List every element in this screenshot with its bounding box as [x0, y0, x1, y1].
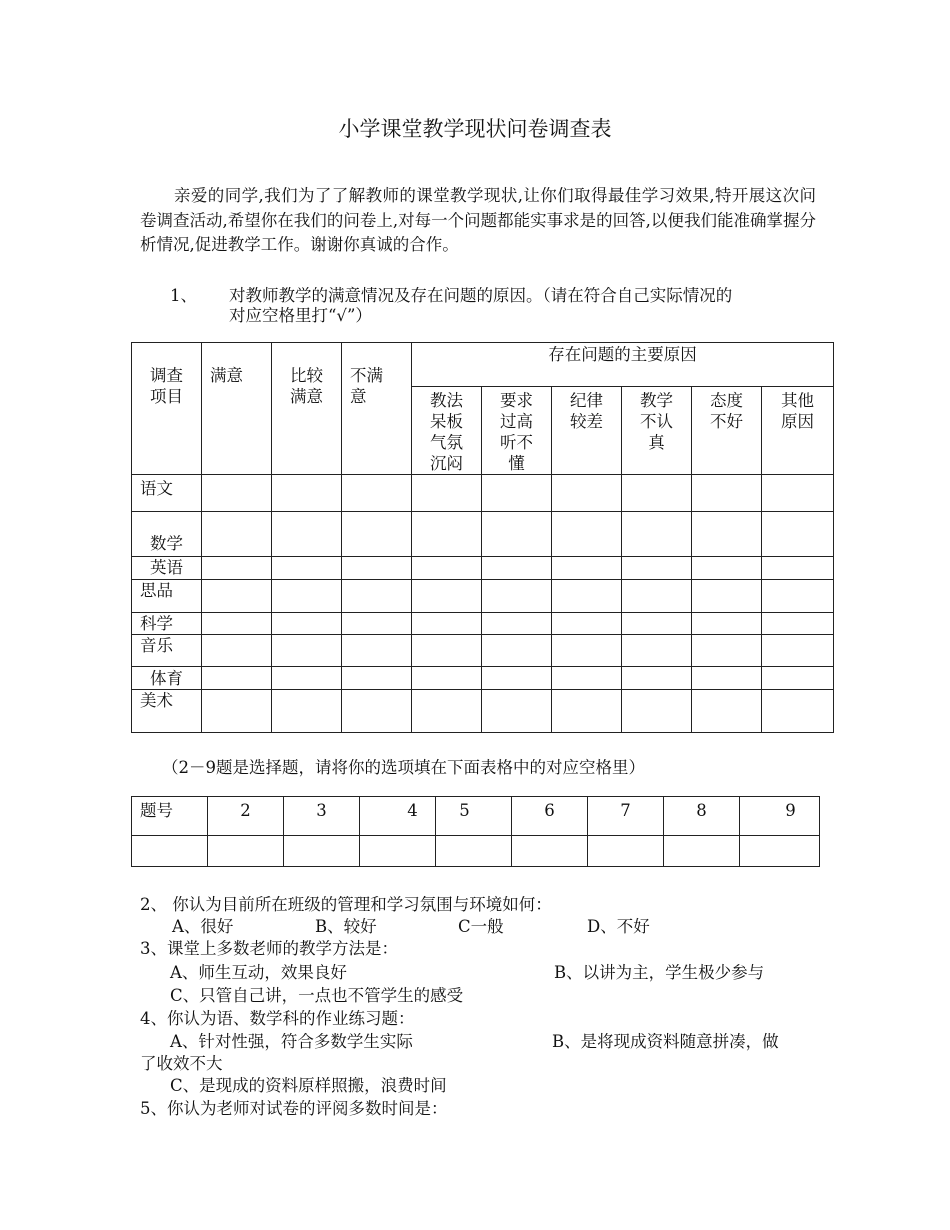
- header-reasons: 存在问题的主要原因: [412, 343, 834, 387]
- q4-option-b: B、是将现成资料随意拼凑，做: [552, 1032, 779, 1051]
- page-title: 小学课堂教学现状问卷调查表: [338, 117, 612, 141]
- answer-cell[interactable]: [588, 836, 664, 867]
- table-row: [132, 557, 834, 580]
- reason-discipline: 纪律较差: [552, 387, 622, 475]
- answer-cell[interactable]: [740, 836, 820, 867]
- subject-label: 美术: [132, 690, 202, 733]
- reason-attitude: 态度不好: [692, 387, 762, 475]
- question-number: 2: [208, 797, 284, 836]
- table-row: [132, 690, 834, 733]
- table-row: [132, 475, 834, 512]
- question-number: 7: [588, 797, 664, 836]
- answer-cell[interactable]: [512, 836, 588, 867]
- subject-label: 英语: [132, 557, 202, 580]
- header-item: 调查项目: [132, 343, 202, 475]
- answer-cell[interactable]: [664, 836, 740, 867]
- q2-option-c: C一般: [458, 917, 504, 936]
- header-unsatisfied: 不满意: [342, 343, 412, 475]
- table-row: [132, 667, 834, 690]
- q5-stem: 5、你认为老师对试卷的评阅多数时间是：: [140, 1099, 448, 1118]
- q1-line2: 对应空格里打“√”）: [229, 306, 372, 325]
- table-row: [132, 635, 834, 667]
- header-satisfied: 满意: [202, 343, 272, 475]
- subject-label: 音乐: [132, 635, 202, 667]
- table-row: [132, 512, 834, 557]
- reason-not-serious: 教学不认真: [622, 387, 692, 475]
- q3-option-c: C、只管自己讲，一点也不管学生的感受: [170, 986, 464, 1005]
- answer-cell[interactable]: [284, 836, 360, 867]
- subject-label: 思品: [132, 580, 202, 613]
- subject-label: 体育: [132, 667, 202, 690]
- reason-other: 其他原因: [762, 387, 834, 475]
- intro-paragraph: 亲爱的同学,我们为了了解教师的课堂教学现状,让你们取得最佳学习效果,特开展这次问卷调查活动,希望你在我们的问卷上,对每一个问题都能实事求是的回答,以便我们能准确掌握分析情况,促进教学工作。谢谢你真诚的合作。: [140, 186, 816, 254]
- question-number: 3: [284, 797, 360, 836]
- choice-note: （2－9题是选择题，请将你的选项填在下面表格中的对应空格里）: [162, 758, 645, 777]
- table-row: [132, 580, 834, 613]
- q1-line1: 对教师教学的满意情况及存在问题的原因。（请在符合自己实际情况的: [229, 286, 733, 305]
- question-number: 6: [512, 797, 588, 836]
- q4-option-b-continued: 了收效不大: [140, 1054, 223, 1073]
- subject-label: 科学: [132, 613, 202, 635]
- answer-cell[interactable]: [360, 836, 436, 867]
- question-number: 9: [740, 797, 820, 836]
- q1-number: 1、: [170, 286, 197, 305]
- question-number: 5: [436, 797, 512, 836]
- q4-stem: 4、你认为语、数学科的作业练习题：: [140, 1009, 415, 1028]
- q4-option-c: C、是现成的资料原样照搬，浪费时间: [170, 1076, 447, 1095]
- question-number: 4: [360, 797, 436, 836]
- reason-too-hard: 要求过高听不懂: [482, 387, 552, 475]
- satisfaction-table: [131, 342, 834, 733]
- q4-option-a: A、针对性强，符合多数学生实际: [170, 1032, 413, 1051]
- subject-label: 数学: [132, 512, 202, 557]
- header-fairly-satisfied: 比较满意: [272, 343, 342, 475]
- reason-rigid: 教法呆板气氛沉闷: [412, 387, 482, 475]
- answer-cell[interactable]: [132, 836, 208, 867]
- q3-stem: 3、课堂上多数老师的教学方法是：: [140, 939, 398, 958]
- q2-option-a: A、很好: [172, 917, 234, 936]
- q2-option-b: B、较好: [315, 917, 377, 936]
- q3-option-b: B、以讲为主，学生极少参与: [554, 963, 765, 982]
- subject-label: 语文: [132, 475, 202, 512]
- q2-option-d: D、不好: [587, 917, 650, 936]
- answer-cell[interactable]: [436, 836, 512, 867]
- question-number: 8: [664, 797, 740, 836]
- answer-table: [131, 796, 820, 867]
- answer-table-label: 题号: [132, 797, 208, 836]
- answer-cell[interactable]: [208, 836, 284, 867]
- q3-option-a: A、师生互动，效果良好: [170, 963, 347, 982]
- table-row: [132, 613, 834, 635]
- q2-stem: 2、 你认为目前所在班级的管理和学习氛围与环境如何：: [140, 895, 552, 914]
